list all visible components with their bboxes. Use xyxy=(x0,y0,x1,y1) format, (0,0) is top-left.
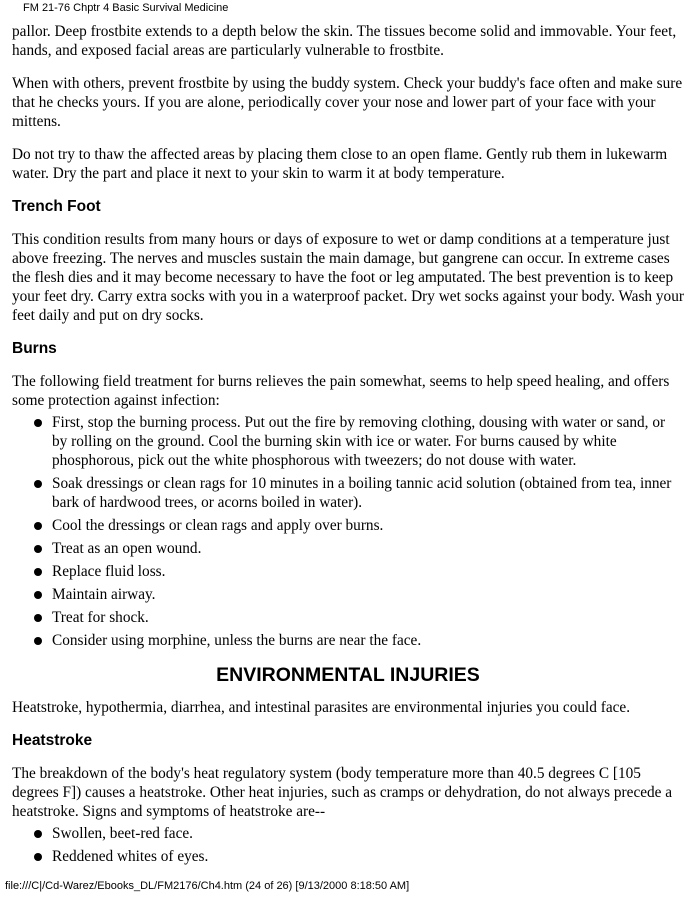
environmental-injuries-heading: ENVIRONMENTAL INJURIES xyxy=(216,664,480,686)
burns-intro-paragraph: The following field treatment for burns relieves the pain somewhat, seems to help speed healing, and offers some protection against infection: xyxy=(12,373,670,409)
list-item xyxy=(12,539,684,558)
list-item-text: First, stop the burning process. Put out the fire by removing clothing, dousing with water or sand, or by rolling on the ground. Cool the burning skin with ice or water. For burns caused by white phosphorous, pick out the white phosphorous with tweezers; do not douse with water. xyxy=(52,414,666,469)
list-item xyxy=(12,847,684,866)
list-item-text: Consider using morphine, unless the burns are near the face. xyxy=(52,632,422,649)
bullet-icon xyxy=(34,522,42,530)
list-item xyxy=(12,413,684,470)
list-item xyxy=(12,608,684,627)
frostbite-paragraph-1: pallor. Deep frostbite extends to a depth below the skin. The tissues become solid and immovable. Your feet, hands, and exposed facial areas are particularly vulnerable to frostbite. xyxy=(12,23,677,59)
bullet-icon xyxy=(34,545,42,553)
heatstroke-symptoms-list xyxy=(12,824,684,866)
frostbite-paragraph-2: When with others, prevent frostbite by using the buddy system. Check your buddy's face often and make sure that he checks yours. If you are alone, periodically cover your nose and lower part of your face with your mittens. xyxy=(12,75,683,130)
trench-foot-heading: Trench Foot xyxy=(12,198,101,215)
list-item xyxy=(12,562,684,581)
frostbite-paragraph-3: Do not try to thaw the affected areas by placing them close to an open flame. Gently rub them in lukewarm water. Dry the part and place it next to your skin to warm it at body temperature. xyxy=(12,146,668,182)
page-header: FM 21-76 Chptr 4 Basic Survival Medicine xyxy=(23,2,229,14)
list-item-text: Soak dressings or clean rags for 10 minutes in a boiling tannic acid solution (obtained from tea, inner bark of hardwood trees, or acorns boiled in water). xyxy=(52,475,672,511)
bullet-icon xyxy=(34,637,42,645)
bullet-icon xyxy=(34,830,42,838)
environmental-intro-paragraph: Heatstroke, hypothermia, diarrhea, and intestinal parasites are environmental injuries you could face. xyxy=(12,699,631,716)
list-item xyxy=(12,824,684,843)
trench-foot-paragraph: This condition results from many hours or days of exposure to wet or damp conditions at a temperature just above freezing. The nerves and muscles sustain the main damage, but gangrene can occur. In extreme cases the flesh dies and it may become necessary to have the foot or leg amputated. The best prevention is to keep your feet dry. Carry extra socks with you in a waterproof packet. Dry wet socks against your body. Wash your feet daily and put on dry socks. xyxy=(12,231,684,324)
bullet-icon xyxy=(34,480,42,488)
list-item xyxy=(12,474,684,512)
list-item-text: Treat for shock. xyxy=(52,609,149,626)
document-body xyxy=(12,22,684,879)
bullet-icon xyxy=(34,614,42,622)
list-item xyxy=(12,516,684,535)
burns-treatment-list xyxy=(12,413,684,650)
bullet-icon xyxy=(34,568,42,576)
list-item-text: Reddened whites of eyes. xyxy=(52,848,209,865)
list-item-text: Swollen, beet-red face. xyxy=(52,825,194,842)
heatstroke-heading: Heatstroke xyxy=(12,732,93,749)
page-footer: file:///C|/Cd-Warez/Ebooks_DL/FM2176/Ch4.htm (24 of 26) [9/13/2000 8:18:50 AM] xyxy=(5,880,410,892)
list-item-text: Cool the dressings or clean rags and apply over burns. xyxy=(52,517,384,534)
list-item-text: Treat as an open wound. xyxy=(52,540,202,557)
heatstroke-paragraph: The breakdown of the body's heat regulatory system (body temperature more than 40.5 degrees C [105 degrees F]) causes a heatstroke. Other heat injuries, such as cramps or dehydration, do not always precede a heatstroke. Signs and symptoms of heatstroke are-- xyxy=(12,765,673,820)
list-item xyxy=(12,631,684,650)
list-item-text: Replace fluid loss. xyxy=(52,563,166,580)
list-item-text: Maintain airway. xyxy=(52,586,156,603)
bullet-icon xyxy=(34,853,42,861)
list-item xyxy=(12,585,684,604)
bullet-icon xyxy=(34,591,42,599)
bullet-icon xyxy=(34,419,42,427)
burns-heading: Burns xyxy=(12,340,57,357)
